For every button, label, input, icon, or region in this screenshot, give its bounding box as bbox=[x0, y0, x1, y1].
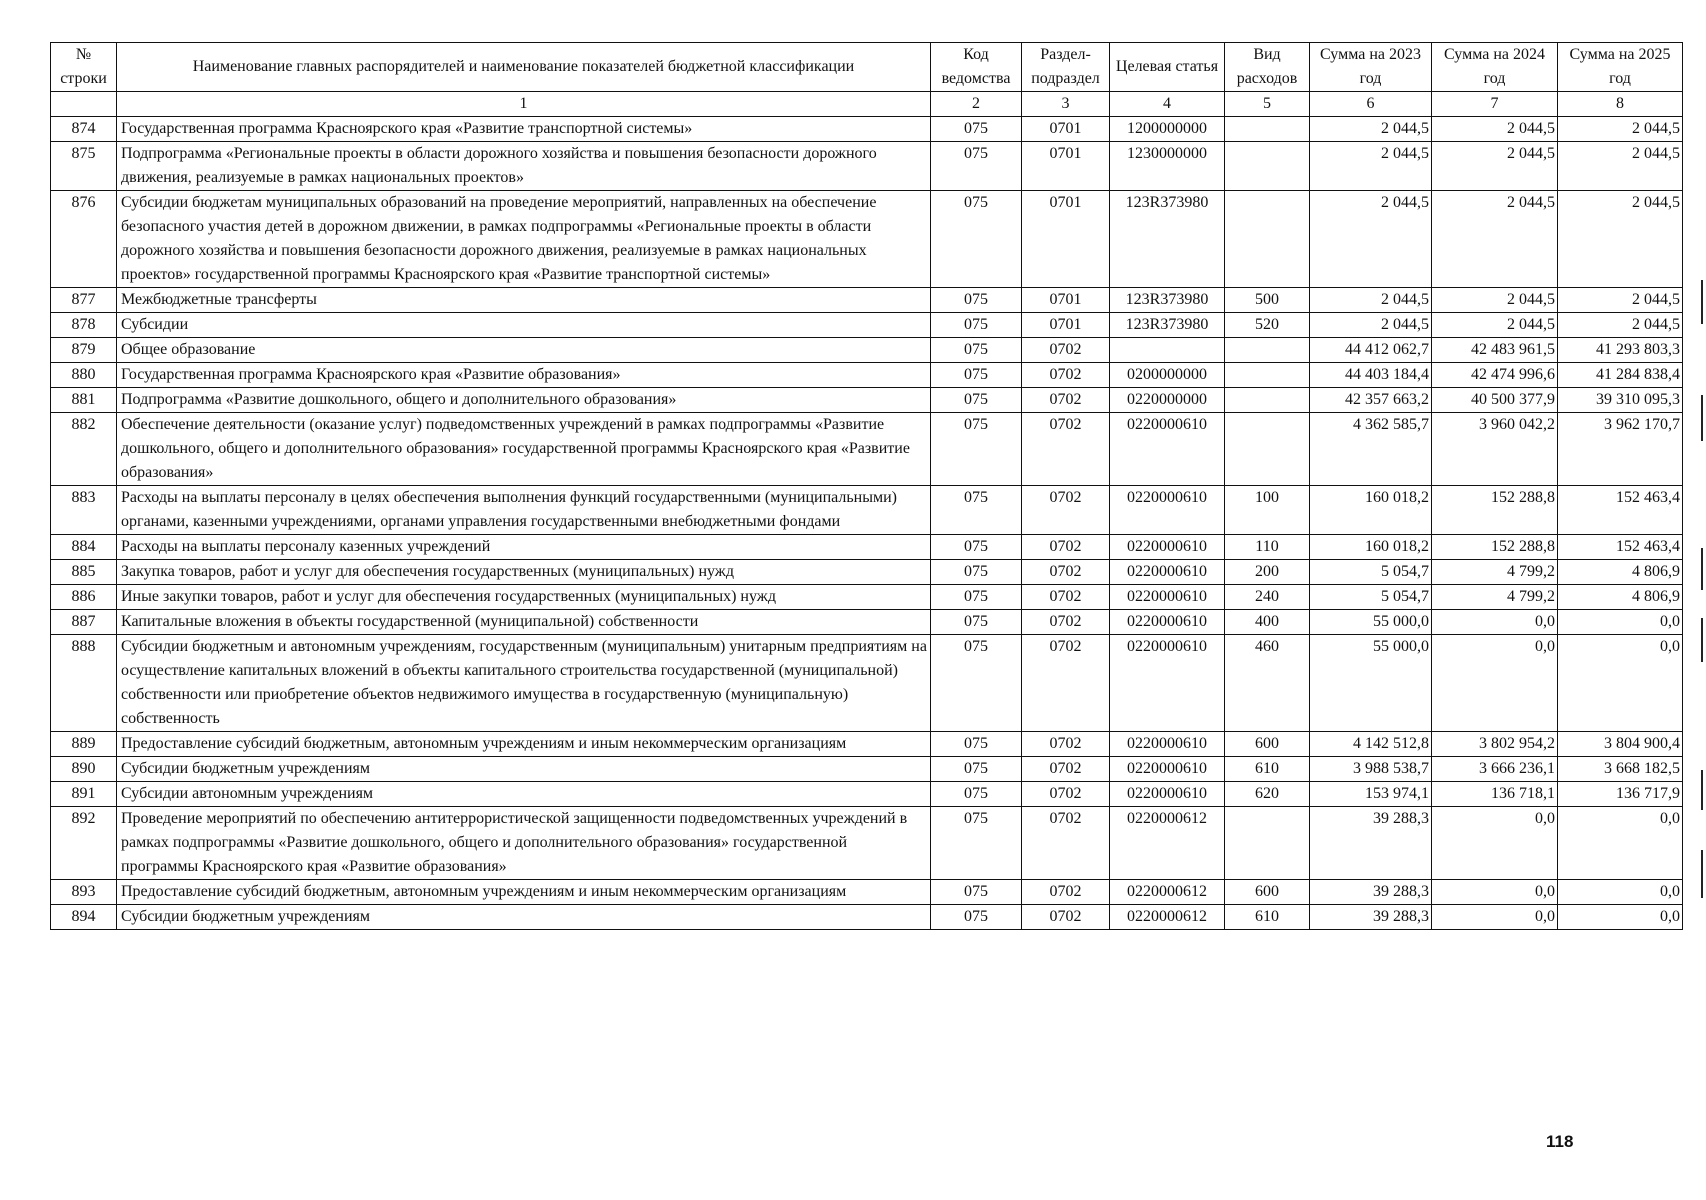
row-vid bbox=[1225, 388, 1310, 413]
row-sum-2025: 0,0 bbox=[1558, 905, 1683, 930]
header-kod: Код ведомства bbox=[931, 43, 1022, 92]
row-number: 882 bbox=[51, 413, 117, 486]
colnum-2: 2 bbox=[931, 92, 1022, 117]
row-sum-2023: 44 412 062,7 bbox=[1310, 338, 1432, 363]
table-row bbox=[51, 782, 1683, 807]
scan-edge-mark bbox=[1701, 548, 1703, 590]
row-kod: 075 bbox=[931, 585, 1022, 610]
table-row bbox=[51, 635, 1683, 732]
row-sum-2024: 2 044,5 bbox=[1432, 288, 1558, 313]
row-sum-2025: 2 044,5 bbox=[1558, 313, 1683, 338]
row-sum-2024: 42 483 961,5 bbox=[1432, 338, 1558, 363]
table-row bbox=[51, 535, 1683, 560]
row-vid: 200 bbox=[1225, 560, 1310, 585]
row-razdel: 0702 bbox=[1022, 535, 1110, 560]
row-kod: 075 bbox=[931, 880, 1022, 905]
row-sum-2025: 0,0 bbox=[1558, 635, 1683, 732]
row-number: 880 bbox=[51, 363, 117, 388]
table-row bbox=[51, 905, 1683, 930]
row-sum-2024: 3 666 236,1 bbox=[1432, 757, 1558, 782]
row-sum-2025: 3 962 170,7 bbox=[1558, 413, 1683, 486]
row-razdel: 0702 bbox=[1022, 732, 1110, 757]
row-sum-2024: 0,0 bbox=[1432, 635, 1558, 732]
row-sum-2025: 41 284 838,4 bbox=[1558, 363, 1683, 388]
row-vid: 110 bbox=[1225, 535, 1310, 560]
row-sum-2023: 3 988 538,7 bbox=[1310, 757, 1432, 782]
row-razdel: 0701 bbox=[1022, 117, 1110, 142]
row-sum-2024: 3 802 954,2 bbox=[1432, 732, 1558, 757]
row-number: 890 bbox=[51, 757, 117, 782]
header-s2023: Сумма на 2023 год bbox=[1310, 43, 1432, 92]
row-sum-2025: 152 463,4 bbox=[1558, 486, 1683, 535]
row-number: 887 bbox=[51, 610, 117, 635]
table-row bbox=[51, 560, 1683, 585]
row-vid: 610 bbox=[1225, 757, 1310, 782]
page-number: 118 bbox=[1546, 1132, 1574, 1151]
row-kod: 075 bbox=[931, 486, 1022, 535]
row-name: Субсидии автономным учреждениям bbox=[117, 782, 931, 807]
scan-edge-mark bbox=[1701, 850, 1703, 898]
row-sum-2024: 152 288,8 bbox=[1432, 486, 1558, 535]
row-number: 892 bbox=[51, 807, 117, 880]
table-row bbox=[51, 807, 1683, 880]
row-sum-2023: 2 044,5 bbox=[1310, 142, 1432, 191]
row-razdel: 0702 bbox=[1022, 486, 1110, 535]
row-kod: 075 bbox=[931, 807, 1022, 880]
row-vid: 240 bbox=[1225, 585, 1310, 610]
row-razdel: 0702 bbox=[1022, 635, 1110, 732]
colnum-7: 7 bbox=[1432, 92, 1558, 117]
table-row bbox=[51, 288, 1683, 313]
header-name: Наименование главных распорядителей и наименование показателей бюджетной классификации bbox=[117, 43, 931, 92]
row-kod: 075 bbox=[931, 535, 1022, 560]
row-sum-2025: 0,0 bbox=[1558, 807, 1683, 880]
budget-sheet bbox=[50, 42, 1682, 930]
row-name: Субсидии бюджетам муниципальных образований на проведение мероприятий, направленных на обеспечение безопасного участия детей в дорожном движении, в рамках подпрограммы «Региональные проекты в области дорожного хозяйства и повышения безопасности дорожного движения, реализуемые в рамках национальных проектов» государственной программы Красноярского края «Развитие транспортной системы» bbox=[117, 191, 931, 288]
row-cs: 123R373980 bbox=[1110, 191, 1225, 288]
row-name: Подпрограмма «Развитие дошкольного, общего и дополнительного образования» bbox=[117, 388, 931, 413]
row-kod: 075 bbox=[931, 288, 1022, 313]
row-vid bbox=[1225, 363, 1310, 388]
table-row bbox=[51, 610, 1683, 635]
row-sum-2024: 40 500 377,9 bbox=[1432, 388, 1558, 413]
table-row bbox=[51, 191, 1683, 288]
row-vid: 620 bbox=[1225, 782, 1310, 807]
row-vid: 460 bbox=[1225, 635, 1310, 732]
row-cs: 0220000610 bbox=[1110, 413, 1225, 486]
table-row bbox=[51, 313, 1683, 338]
row-sum-2023: 39 288,3 bbox=[1310, 905, 1432, 930]
row-name: Предоставление субсидий бюджетным, автономным учреждениям и иным некоммерческим организациям bbox=[117, 732, 931, 757]
row-sum-2024: 42 474 996,6 bbox=[1432, 363, 1558, 388]
budget-body bbox=[51, 117, 1683, 930]
row-number: 875 bbox=[51, 142, 117, 191]
row-sum-2024: 2 044,5 bbox=[1432, 117, 1558, 142]
row-cs bbox=[1110, 338, 1225, 363]
row-cs: 0220000610 bbox=[1110, 560, 1225, 585]
row-sum-2025: 39 310 095,3 bbox=[1558, 388, 1683, 413]
row-number: 877 bbox=[51, 288, 117, 313]
row-number: 891 bbox=[51, 782, 117, 807]
table-row bbox=[51, 363, 1683, 388]
scan-edge-mark bbox=[1701, 395, 1703, 441]
row-vid: 400 bbox=[1225, 610, 1310, 635]
table-row bbox=[51, 757, 1683, 782]
row-cs: 0220000612 bbox=[1110, 807, 1225, 880]
row-vid bbox=[1225, 142, 1310, 191]
row-kod: 075 bbox=[931, 757, 1022, 782]
row-sum-2024: 3 960 042,2 bbox=[1432, 413, 1558, 486]
scan-edge-mark bbox=[1701, 618, 1703, 662]
row-name: Закупка товаров, работ и услуг для обеспечения государственных (муниципальных) нужд bbox=[117, 560, 931, 585]
row-sum-2023: 39 288,3 bbox=[1310, 880, 1432, 905]
row-number: 889 bbox=[51, 732, 117, 757]
header-row bbox=[51, 43, 1683, 92]
row-sum-2024: 152 288,8 bbox=[1432, 535, 1558, 560]
row-name: Предоставление субсидий бюджетным, автономным учреждениям и иным некоммерческим организациям bbox=[117, 880, 931, 905]
row-razdel: 0701 bbox=[1022, 191, 1110, 288]
row-sum-2023: 153 974,1 bbox=[1310, 782, 1432, 807]
row-sum-2024: 0,0 bbox=[1432, 610, 1558, 635]
row-sum-2023: 55 000,0 bbox=[1310, 635, 1432, 732]
row-cs: 0220000610 bbox=[1110, 610, 1225, 635]
row-cs: 123R373980 bbox=[1110, 288, 1225, 313]
row-cs: 0220000610 bbox=[1110, 757, 1225, 782]
row-number: 888 bbox=[51, 635, 117, 732]
header-s2025: Сумма на 2025 год bbox=[1558, 43, 1683, 92]
row-sum-2024: 0,0 bbox=[1432, 807, 1558, 880]
header-razdel: Раздел-подраздел bbox=[1022, 43, 1110, 92]
row-sum-2025: 152 463,4 bbox=[1558, 535, 1683, 560]
row-number: 876 bbox=[51, 191, 117, 288]
column-number-row bbox=[51, 92, 1683, 117]
row-kod: 075 bbox=[931, 363, 1022, 388]
row-cs: 0200000000 bbox=[1110, 363, 1225, 388]
row-name: Субсидии бюджетным учреждениям bbox=[117, 757, 931, 782]
row-cs: 0220000610 bbox=[1110, 585, 1225, 610]
row-number: 883 bbox=[51, 486, 117, 535]
row-sum-2025: 3 804 900,4 bbox=[1558, 732, 1683, 757]
row-number: 885 bbox=[51, 560, 117, 585]
row-name: Обеспечение деятельности (оказание услуг) подведомственных учреждений в рамках подпрограммы «Развитие дошкольного, общего и дополнительного образования» государственной программы Красноярского края «Развитие образования» bbox=[117, 413, 931, 486]
row-sum-2023: 4 362 585,7 bbox=[1310, 413, 1432, 486]
row-razdel: 0701 bbox=[1022, 313, 1110, 338]
row-name: Государственная программа Красноярского края «Развитие транспортной системы» bbox=[117, 117, 931, 142]
row-razdel: 0702 bbox=[1022, 807, 1110, 880]
row-razdel: 0702 bbox=[1022, 782, 1110, 807]
row-sum-2024: 0,0 bbox=[1432, 880, 1558, 905]
row-razdel: 0702 bbox=[1022, 338, 1110, 363]
row-kod: 075 bbox=[931, 560, 1022, 585]
row-sum-2025: 3 668 182,5 bbox=[1558, 757, 1683, 782]
row-razdel: 0702 bbox=[1022, 757, 1110, 782]
colnum-8: 8 bbox=[1558, 92, 1683, 117]
row-cs: 1230000000 bbox=[1110, 142, 1225, 191]
row-razdel: 0701 bbox=[1022, 142, 1110, 191]
row-kod: 075 bbox=[931, 117, 1022, 142]
colnum-blank bbox=[51, 92, 117, 117]
row-kod: 075 bbox=[931, 732, 1022, 757]
row-kod: 075 bbox=[931, 635, 1022, 732]
row-name: Капитальные вложения в объекты государственной (муниципальной) собственности bbox=[117, 610, 931, 635]
row-sum-2025: 2 044,5 bbox=[1558, 288, 1683, 313]
row-sum-2023: 160 018,2 bbox=[1310, 535, 1432, 560]
row-vid: 500 bbox=[1225, 288, 1310, 313]
row-name: Расходы на выплаты персоналу в целях обеспечения выполнения функций государственными (муниципальными) органами, казенными учреждениями, органами управления государственными внебюджетными фондами bbox=[117, 486, 931, 535]
row-cs: 1200000000 bbox=[1110, 117, 1225, 142]
table-row bbox=[51, 388, 1683, 413]
row-name: Межбюджетные трансферты bbox=[117, 288, 931, 313]
row-sum-2023: 2 044,5 bbox=[1310, 117, 1432, 142]
row-number: 874 bbox=[51, 117, 117, 142]
row-vid: 520 bbox=[1225, 313, 1310, 338]
row-name: Подпрограмма «Региональные проекты в области дорожного хозяйства и повышения безопасности дорожного движения, реализуемые в рамках национальных проектов» bbox=[117, 142, 931, 191]
row-sum-2025: 2 044,5 bbox=[1558, 142, 1683, 191]
colnum-3: 3 bbox=[1022, 92, 1110, 117]
row-razdel: 0701 bbox=[1022, 288, 1110, 313]
row-number: 893 bbox=[51, 880, 117, 905]
row-sum-2023: 2 044,5 bbox=[1310, 288, 1432, 313]
row-razdel: 0702 bbox=[1022, 413, 1110, 486]
table-row bbox=[51, 486, 1683, 535]
row-sum-2025: 2 044,5 bbox=[1558, 191, 1683, 288]
row-name: Субсидии bbox=[117, 313, 931, 338]
header-vid: Вид расходов bbox=[1225, 43, 1310, 92]
table-row bbox=[51, 338, 1683, 363]
row-razdel: 0702 bbox=[1022, 585, 1110, 610]
row-sum-2023: 5 054,7 bbox=[1310, 585, 1432, 610]
row-kod: 075 bbox=[931, 338, 1022, 363]
row-razdel: 0702 bbox=[1022, 388, 1110, 413]
row-name: Расходы на выплаты персоналу казенных учреждений bbox=[117, 535, 931, 560]
colnum-6: 6 bbox=[1310, 92, 1432, 117]
table-row bbox=[51, 880, 1683, 905]
row-cs: 123R373980 bbox=[1110, 313, 1225, 338]
row-name: Проведение мероприятий по обеспечению антитеррористической защищенности подведомственных учреждений в рамках подпрограммы «Развитие дошкольного, общего и дополнительного образования» государственной программы Красноярского края «Развитие образования» bbox=[117, 807, 931, 880]
table-row bbox=[51, 117, 1683, 142]
row-sum-2023: 2 044,5 bbox=[1310, 191, 1432, 288]
row-sum-2024: 4 799,2 bbox=[1432, 560, 1558, 585]
row-sum-2024: 0,0 bbox=[1432, 905, 1558, 930]
row-name: Общее образование bbox=[117, 338, 931, 363]
budget-table bbox=[50, 42, 1683, 930]
row-name: Иные закупки товаров, работ и услуг для обеспечения государственных (муниципальных) нужд bbox=[117, 585, 931, 610]
row-cs: 0220000610 bbox=[1110, 486, 1225, 535]
row-kod: 075 bbox=[931, 610, 1022, 635]
header-cs: Целевая статья bbox=[1110, 43, 1225, 92]
row-number: 881 bbox=[51, 388, 117, 413]
row-razdel: 0702 bbox=[1022, 610, 1110, 635]
row-razdel: 0702 bbox=[1022, 363, 1110, 388]
row-cs: 0220000610 bbox=[1110, 635, 1225, 732]
row-cs: 0220000612 bbox=[1110, 880, 1225, 905]
row-kod: 075 bbox=[931, 142, 1022, 191]
row-sum-2023: 2 044,5 bbox=[1310, 313, 1432, 338]
row-cs: 0220000610 bbox=[1110, 535, 1225, 560]
row-razdel: 0702 bbox=[1022, 560, 1110, 585]
row-cs: 0220000610 bbox=[1110, 732, 1225, 757]
row-vid bbox=[1225, 338, 1310, 363]
row-number: 884 bbox=[51, 535, 117, 560]
colnum-1: 1 bbox=[117, 92, 931, 117]
row-vid: 600 bbox=[1225, 880, 1310, 905]
row-number: 879 bbox=[51, 338, 117, 363]
row-name: Субсидии бюджетным и автономным учреждениям, государственным (муниципальным) унитарным предприятиям на осуществление капитальных вложений в объекты капитального строительства государственной (муниципальной) собственности или приобретение объектов недвижимого имущества в государственную (муниципальную) собственность bbox=[117, 635, 931, 732]
row-vid: 100 bbox=[1225, 486, 1310, 535]
row-name: Субсидии бюджетным учреждениям bbox=[117, 905, 931, 930]
row-sum-2024: 4 799,2 bbox=[1432, 585, 1558, 610]
row-vid bbox=[1225, 807, 1310, 880]
row-sum-2025: 2 044,5 bbox=[1558, 117, 1683, 142]
row-number: 878 bbox=[51, 313, 117, 338]
row-sum-2025: 41 293 803,3 bbox=[1558, 338, 1683, 363]
row-kod: 075 bbox=[931, 313, 1022, 338]
row-number: 894 bbox=[51, 905, 117, 930]
row-number: 886 bbox=[51, 585, 117, 610]
header-no: № строки bbox=[51, 43, 117, 92]
row-sum-2025: 136 717,9 bbox=[1558, 782, 1683, 807]
row-kod: 075 bbox=[931, 388, 1022, 413]
row-sum-2025: 0,0 bbox=[1558, 880, 1683, 905]
row-razdel: 0702 bbox=[1022, 905, 1110, 930]
row-sum-2024: 2 044,5 bbox=[1432, 191, 1558, 288]
row-kod: 075 bbox=[931, 782, 1022, 807]
row-sum-2025: 4 806,9 bbox=[1558, 585, 1683, 610]
row-kod: 075 bbox=[931, 905, 1022, 930]
row-name: Государственная программа Красноярского края «Развитие образования» bbox=[117, 363, 931, 388]
row-sum-2023: 44 403 184,4 bbox=[1310, 363, 1432, 388]
row-vid bbox=[1225, 117, 1310, 142]
row-vid: 610 bbox=[1225, 905, 1310, 930]
row-kod: 075 bbox=[931, 413, 1022, 486]
scan-edge-mark bbox=[1701, 770, 1703, 810]
row-cs: 0220000000 bbox=[1110, 388, 1225, 413]
row-vid: 600 bbox=[1225, 732, 1310, 757]
table-row bbox=[51, 732, 1683, 757]
row-sum-2023: 39 288,3 bbox=[1310, 807, 1432, 880]
table-row bbox=[51, 413, 1683, 486]
row-sum-2024: 2 044,5 bbox=[1432, 313, 1558, 338]
row-sum-2023: 160 018,2 bbox=[1310, 486, 1432, 535]
table-row bbox=[51, 585, 1683, 610]
row-sum-2025: 0,0 bbox=[1558, 610, 1683, 635]
row-sum-2023: 42 357 663,2 bbox=[1310, 388, 1432, 413]
row-sum-2023: 55 000,0 bbox=[1310, 610, 1432, 635]
table-row bbox=[51, 142, 1683, 191]
row-sum-2025: 4 806,9 bbox=[1558, 560, 1683, 585]
row-kod: 075 bbox=[931, 191, 1022, 288]
row-sum-2023: 5 054,7 bbox=[1310, 560, 1432, 585]
header-s2024: Сумма на 2024 год bbox=[1432, 43, 1558, 92]
scan-edge-mark bbox=[1701, 280, 1703, 324]
row-razdel: 0702 bbox=[1022, 880, 1110, 905]
colnum-5: 5 bbox=[1225, 92, 1310, 117]
row-sum-2023: 4 142 512,8 bbox=[1310, 732, 1432, 757]
row-sum-2024: 2 044,5 bbox=[1432, 142, 1558, 191]
row-cs: 0220000612 bbox=[1110, 905, 1225, 930]
row-cs: 0220000610 bbox=[1110, 782, 1225, 807]
row-sum-2024: 136 718,1 bbox=[1432, 782, 1558, 807]
row-vid bbox=[1225, 413, 1310, 486]
row-vid bbox=[1225, 191, 1310, 288]
colnum-4: 4 bbox=[1110, 92, 1225, 117]
